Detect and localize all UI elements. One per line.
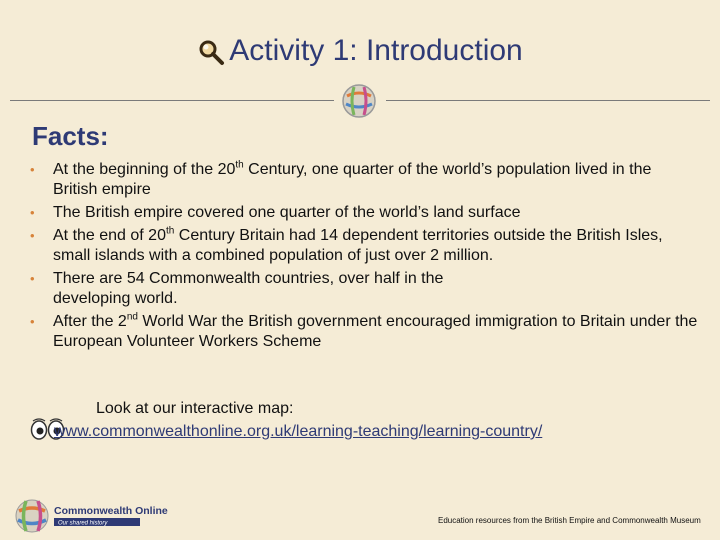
list-item [30,203,700,223]
facts-list [30,160,700,355]
bullet-text: There are 54 Commonwealth countries, over half in the developing world. [53,270,444,307]
divider-left [10,100,334,101]
commonwealth-online-logo [8,494,168,536]
bullet-text: After the 2 [53,313,127,330]
interactive-map-link[interactable]: www.commonwealthonline.org.uk/learning-teaching/learning-country/ [54,423,543,440]
bullet-dot: • [30,314,35,329]
facts-heading: Facts: [32,121,109,151]
list-item [30,269,700,309]
bullet-text: World War the British government encouraged immigration to Britain under the European Volunteer Workers Scheme [53,313,698,350]
list-item [30,160,700,200]
bullet-text: At the beginning of the 20 [53,161,236,178]
list-item [30,312,700,352]
map-note: Look at our interactive map: [96,400,294,417]
title-row [0,34,720,68]
globe-icon [340,82,378,120]
bullet-superscript: nd [126,311,138,323]
logo-name: Commonwealth Online [54,505,168,517]
bullet-superscript: th [165,225,175,237]
bullet-text: The British empire covered one quarter of the world’s land surface [53,204,521,221]
bullet-text: Century Britain had 14 dependent territories outside the British Isles, small islands with a combined population of just over 2 million. [53,227,663,264]
bullet-dot: • [30,205,35,220]
bullet-dot: • [30,271,35,286]
bullet-dot: • [30,162,35,177]
divider-right [386,100,710,101]
logo-tagline: Our shared history [58,520,108,527]
page-title: Activity 1: Introduction [229,34,523,67]
bullet-text: At the end of 20 [53,227,166,244]
list-item [30,226,700,266]
footer-text: Education resources from the British Empire and Commonwealth Museum [438,516,701,525]
bullet-dot: • [30,228,35,243]
bullet-text: Century, one quarter of the world’s population lived in the British empire [53,161,652,198]
magnifier-icon [197,38,225,66]
bullet-superscript: th [235,159,244,171]
